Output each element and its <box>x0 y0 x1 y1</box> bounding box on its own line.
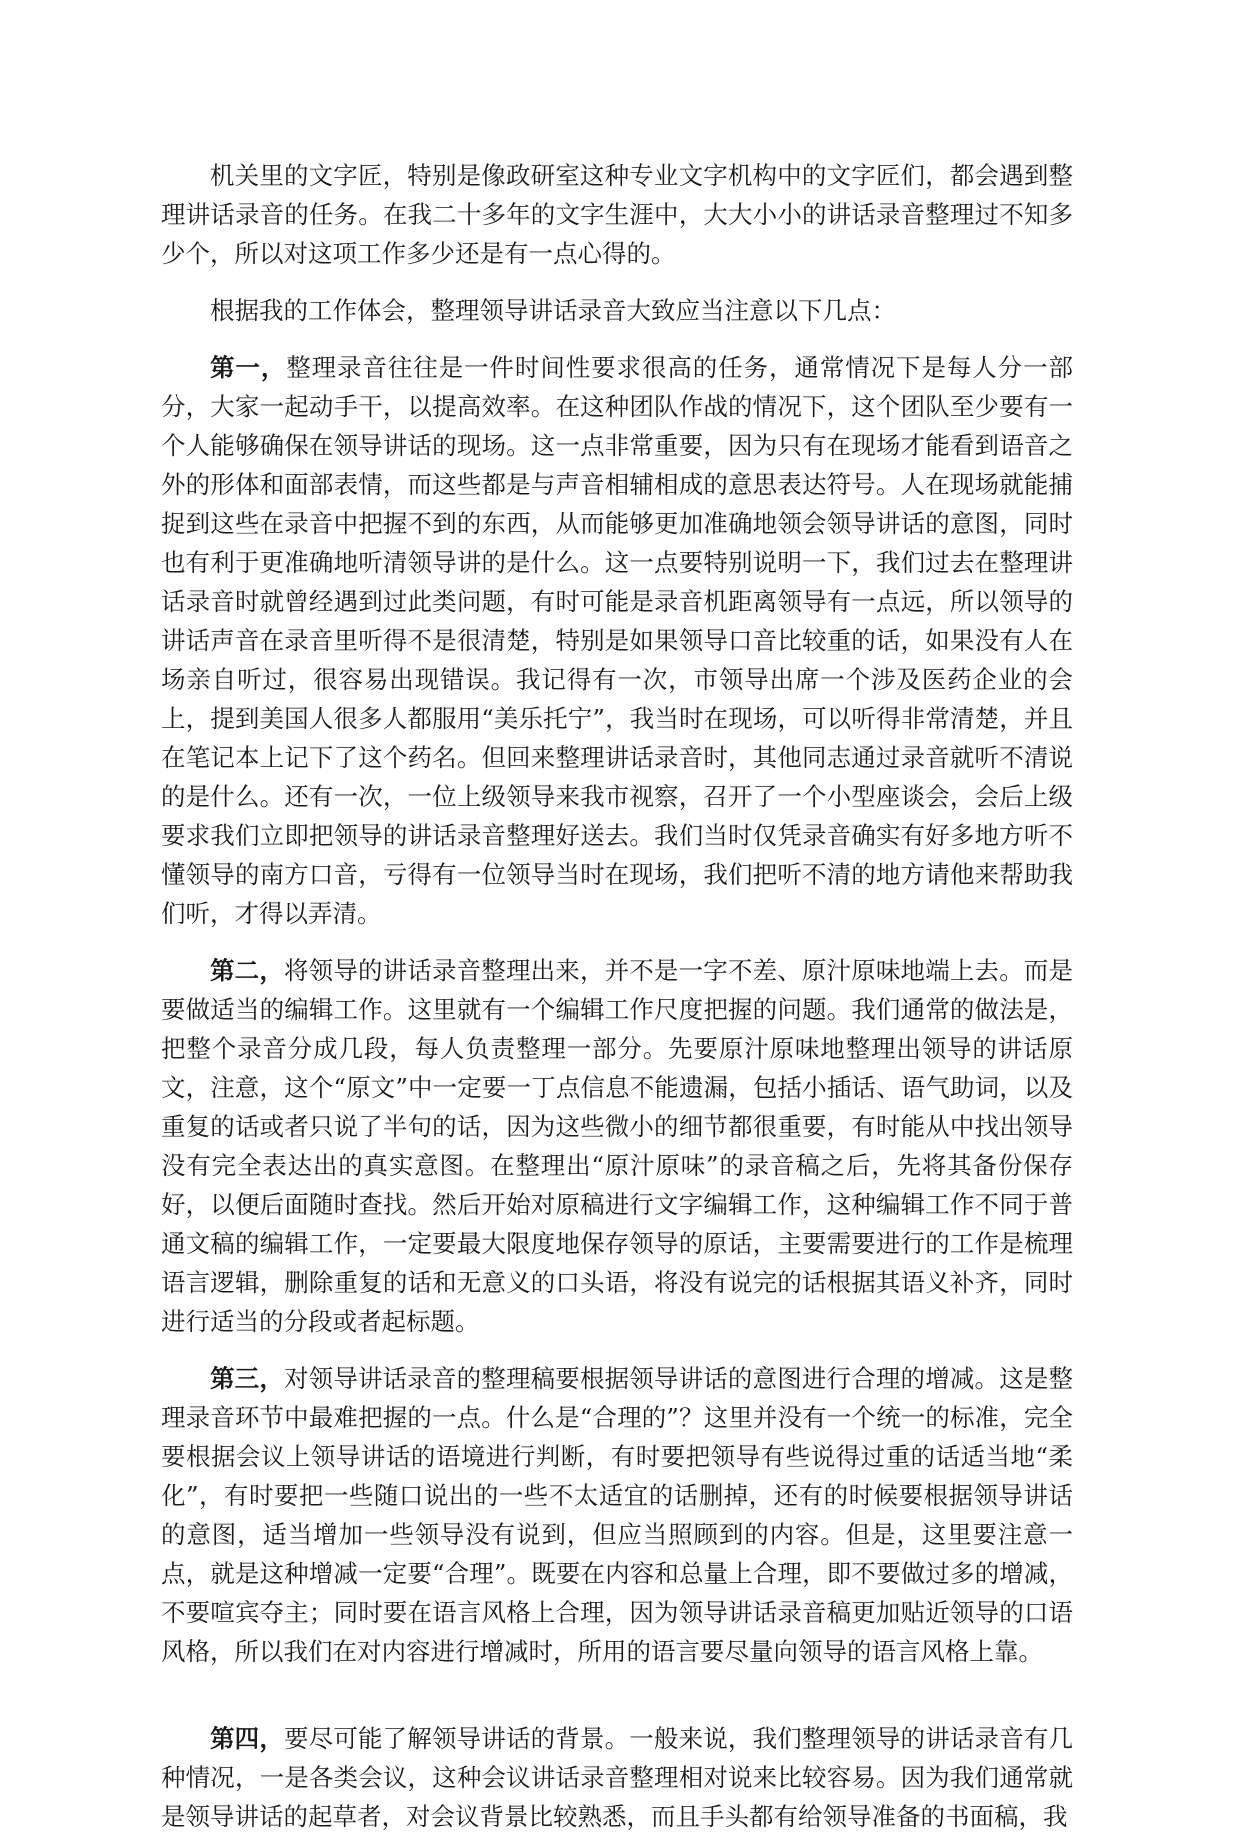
point-three-lead: 第三， <box>210 1364 284 1393</box>
point-two-lead: 第二， <box>210 956 284 985</box>
point-one-paragraph <box>161 348 1073 933</box>
point-four-text: 要尽可能了解领导讲话的背景。一般来说，我们整理领导的讲话录音有几种情况，一是各类会议，这种会议讲话录音整理相对说来比较容易。因为我们通常就是领导讲话的起草者，对会议背景比较熟悉，而且手头都有给领导准备的书面稿，我 <box>161 1724 1074 1831</box>
point-one-lead: 第一， <box>210 353 287 382</box>
intro-paragraph: 机关里的文字匠，特别是像政研室这种专业文字机构中的文字匠们，都会遇到整理讲话录音的任务。在我二十多年的文字生涯中，大大小小的讲话录音整理过不知多少个，所以对这项工作多少还是有一点心得的。 <box>161 161 1073 268</box>
document-page <box>161 156 1073 1836</box>
point-two-text: 将领导的讲话录音整理出来，并不是一字不差、原汁原味地端上去。而是要做适当的编辑工作。这里就有一个编辑工作尺度把握的问题。我们通常的做法是，把整个录音分成几段，每人负责整理一部分。先要原汁原味地整理出领导的讲话原文，注意，这个“原文”中一定要一丁点信息不能遗漏，包括小插话、语气助词，以及重复的话或者只说了半句的话，因为这些微小的细节都很重要，有时能从中找出领导没有完全表达出的真实意图。在整理出“原汁原味”的录音稿之后，先将其备份保存好，以便后面随时查找。然后开始对原稿进行文字编辑工作，这种编辑工作不同于普通文稿的编辑工作，一定要最大限度地保存领导的原话，主要需要进行的工作是梳理语言逻辑，删除重复的话和无意义的口头语，将没有说完的话根据其语义补齐，同时进行适当的分段或者起标题。 <box>161 956 1074 1336</box>
point-three-paragraph <box>161 1359 1073 1671</box>
point-three-text: 对领导讲话录音的整理稿要根据领导讲话的意图进行合理的增减。这是整理录音环节中最难把握的一点。什么是“合理的”？这里并没有一个统一的标准，完全要根据会议上领导讲话的语境进行判断，有时要把领导有些说得过重的话适当地“柔化”，有时要把一些随口说出的一些不太适宜的话删掉，还有的时候要根据领导讲话的意图，适当增加一些领导没有说到，但应当照顾到的内容。但是，这里要注意一点，就是这种增减一定要“合理”。既要在内容和总量上合理，即不要做过多的增减，不要喧宾夺主；同时要在语言风格上合理，因为领导讲话录音稿更加贴近领导的口语风格，所以我们在对内容进行增减时，所用的语言要尽量向领导的语言风格上靠。 <box>161 1364 1074 1666</box>
point-one-text: 整理录音往往是一件时间性要求很高的任务，通常情况下是每人分一部分，大家一起动手干，以提高效率。在这种团队作战的情况下，这个团队至少要有一个人能够确保在领导讲话的现场。这一点非常重要，因为只有在现场才能看到语音之外的形体和面部表情，而这些都是与声音相辅相成的意思表达符号。人在现场就能捕捉到这些在录音中把握不到的东西，从而能够更加准确地领会领导讲话的意图，同时也有利于更准确地听清领导讲的是什么。这一点要特别说明一下，我们过去在整理讲话录音时就曾经遇到过此类问题，有时可能是录音机距离领导有一点远，所以领导的讲话声音在录音里听得不是很清楚，特别是如果领导口音比较重的话，如果没有人在场亲自听过，很容易出现错误。我记得有一次，市领导出席一个涉及医药企业的会上，提到美国人很多人都服用“美乐托宁”，我当时在现场，可以听得非常清楚，并且在笔记本上记下了这个药名。但回来整理讲话录音时，其他同志通过录音就听不清说的是什么。还有一次，一位上级领导来我市视察，召开了一个小型座谈会，会后上级要求我们立即把领导的讲话录音整理好送去。我们当时仅凭录音确实有好多地方听不懂领导的南方口音，亏得有一位领导当时在现场，我们把听不清的地方请他来帮助我们听，才得以弄清。 <box>161 353 1074 928</box>
point-four-paragraph <box>161 1719 1073 1836</box>
point-four-lead: 第四， <box>210 1724 284 1753</box>
summary-paragraph: 根据我的工作体会，整理领导讲话录音大致应当注意以下几点： <box>210 296 896 325</box>
point-two-paragraph <box>161 951 1073 1341</box>
